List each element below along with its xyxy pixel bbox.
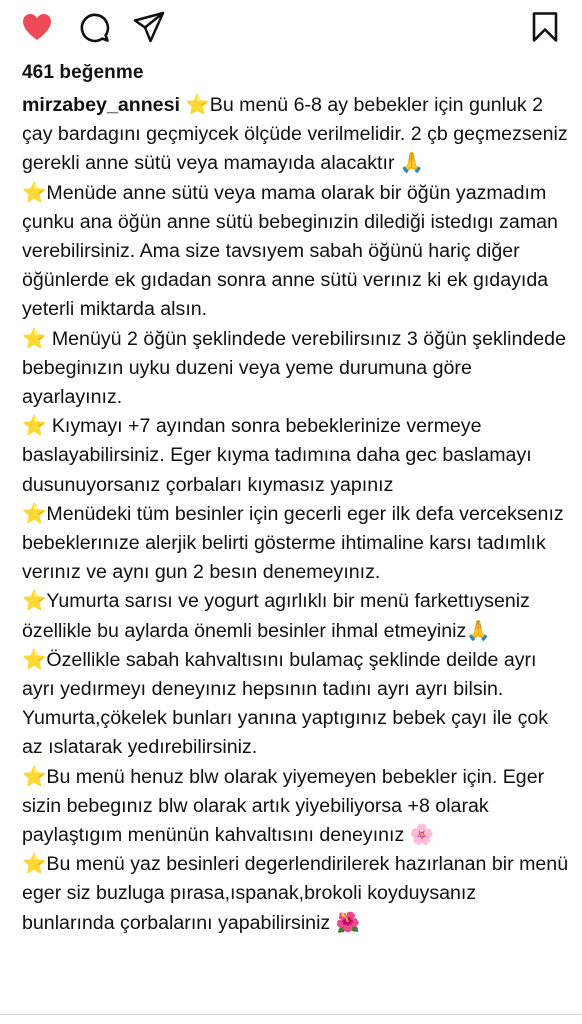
post-action-bar [0,0,582,56]
divider [0,1014,582,1015]
likes-count[interactable]: 461 beğenme [22,62,144,83]
username-link[interactable]: mirzabey_annesi [22,94,180,116]
heart-icon[interactable] [20,10,54,44]
post-caption [22,91,570,938]
caption-text: ⭐Bu menü 6-8 ay bebekler için gunluk 2 çay bardagını geçmiycek ölçüde verilmelidir. 2 çb geçmezseniz gerekli anne sütü veya mamayıda alacaktır 🙏 ⭐Menüde anne sütü veya mama olarak bir öğün yazmadım çunku ana öğün anne sütü bebeginızin dilediği istedıgı zaman verebilirsiniz. Ama size tavsıyem sabah öğünü hariç diğer öğünlerde ek gıdadan sonra anne sütü verınız ki ek gıdayıda yeterli miktarda alsın. ⭐ Menüyü 2 öğün şeklindede verebilirsınız 3 öğün şeklindede bebeginızın uyku duzeni veya yeme durumuna göre ayarlayınız. ⭐ Kıymayı +7 ayından sonra bebeklerinize vermeye baslayabilirsiniz. Eger kıyma tadımına daha gec baslamayı dusunuyorsanız çorbaları kıymasız yapınız ⭐Menüdeki tüm besinler için gecerli eger ilk defa verceksenız bebeklerınıze alerjik belirti gösterme ihtimaline karsı tadımlık verınız ve aynı gun 2 besın denemeyınız. ⭐Yumurta sarısı ve yogurt agırlıklı bir menü farkettıyseniz özellikle bu aylarda önemli besinler ihmal etmeyiniz🙏 ⭐Özellikle sabah kahvaltısını bulamaç şeklinde deilde ayrı ayrı yedırmeyı deneyınız hepsının tadını ayrı ayrı bilsin. Yumurta,çökelek bunları yanına yaptıgınız bebek çayı ile çok az ıslatarak yedırebilirsiniz. ⭐Bu menü henuz blw olarak yiyemeyen bebekler için. Eger sizin bebegınız blw olarak artık yiyebiliyorsa +8 olarak paylaştıgım menünün kahvaltısını deneyınız 🌸 ⭐Bu menü yaz besinleri degerlendirilerek hazırlanan bir menü eger siz buzluga pırasa,ıspanak,brokoli koyduysanız bunlarında çorbalarını yapabilirsiniz 🌺 [22,94,569,934]
bookmark-icon[interactable] [528,10,562,44]
share-icon[interactable] [132,10,166,44]
comment-icon[interactable] [77,10,111,44]
